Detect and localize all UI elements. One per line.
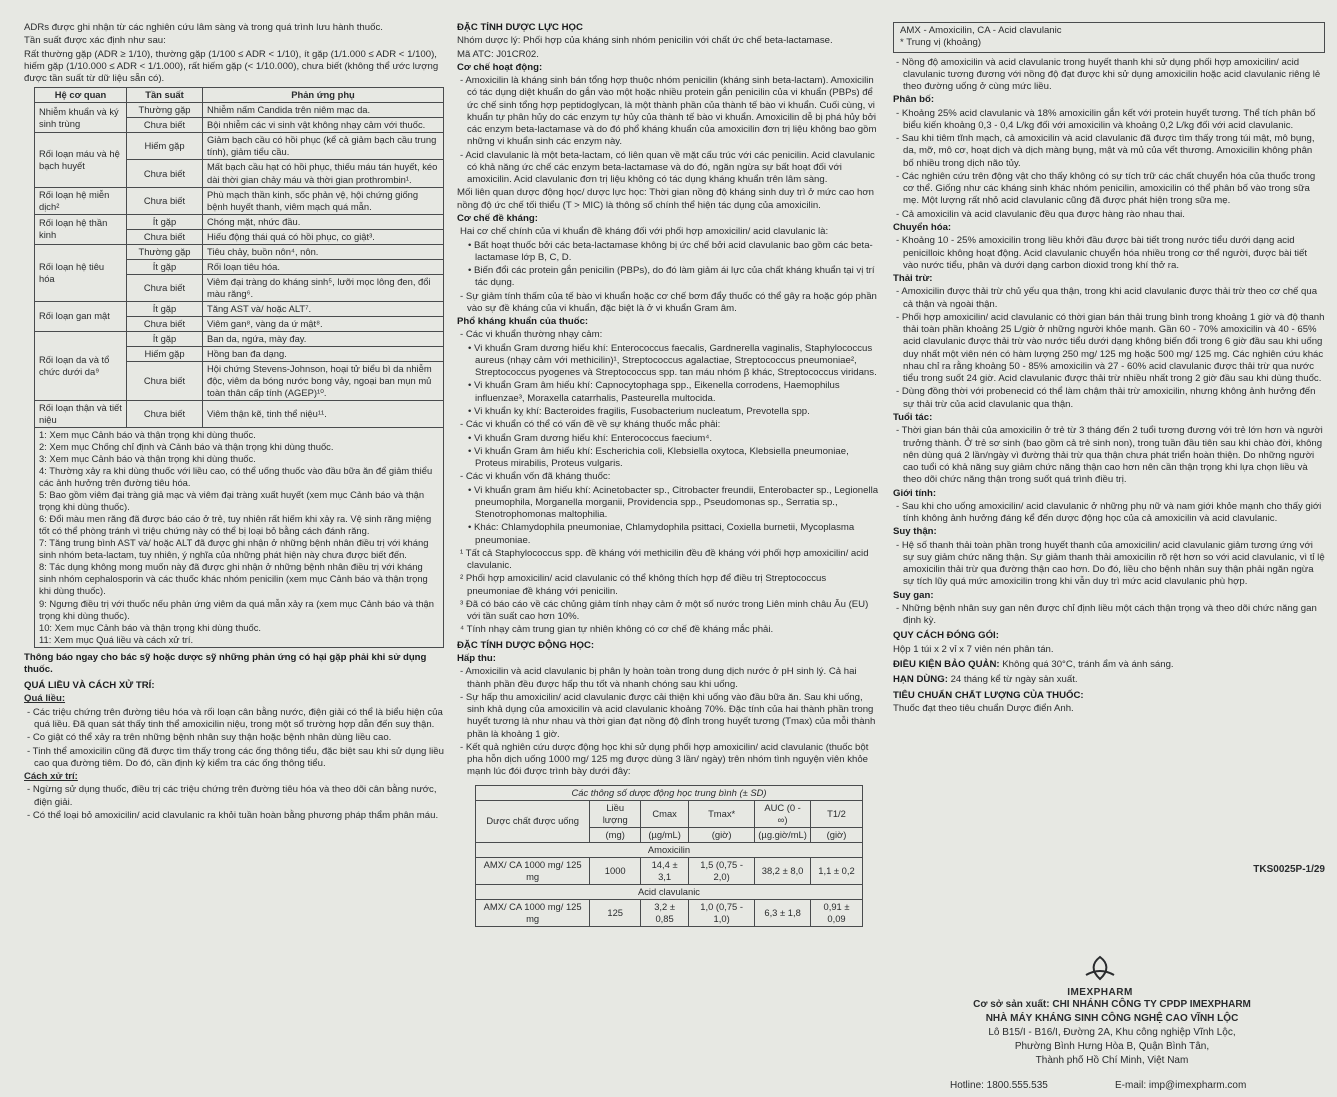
treatment-subtitle: Cách xử trí: [24,771,78,783]
renal-item: - Hệ số thanh thải toàn phần trong huyết thanh của amoxicilin/ acid clavulanic giảm tương ứng với sự suy giảm chức năng thận. Sự giảm thanh thải amoxicilin rõ rệt hơn so với acid clavulanic, vì tỉ lệ amoxicilin thải trừ qua đường thận cao hơn. Do đó, liều cho bệnh nhân suy thận phải ngăn ngừa sự tích lũy quá mức amoxicilin trong khi vẫn duy trì mức acid clavulanic phù hợp. [896,539,1325,588]
freq-cell: Ít gặp [127,214,203,229]
imexpharm-logo [1050,955,1150,1000]
column-middle [457,22,881,1091]
pk-unit: (mg) [590,827,641,842]
organ-cell: Rối loạn hệ tiêu hóa [35,244,127,301]
treatment-item: - Ngừng sử dụng thuốc, điều trị các triệu chứng trên đường tiêu hóa và theo dõi cân bằng nước, điện giải. [27,784,437,808]
reaction-cell: Hồng ban đa dạng. [203,346,444,361]
elimination-title: Thải trừ: [893,273,933,285]
footnotes-cell [35,428,444,648]
col-frequency: Tần suất [127,88,203,103]
spectrum-note: ¹ Tất cả Staphylococcus spp. đề kháng với methicilin đều đề kháng với phối hợp amoxicilin/ acid clavulanic. [460,547,869,572]
pk-data-row [476,857,863,884]
pharmacodynamics-title: ĐẶC TÍNH DƯỢC LỰC HỌC [457,22,583,33]
storage-title: ĐIỀU KIỆN BẢO QUẢN: [893,659,1000,671]
absorption-item: - Amoxicilin và acid clavulanic bị phân ly hoàn toàn trong dung dịch nước ở pH sinh lý. Cả hai thành phần đều được hấp thu tốt và nhanh chóng sau khi uống. [460,666,857,690]
footnote: 1: Xem mục Cảnh báo và thận trọng khi dùng thuốc. [39,429,256,441]
storage-line [893,659,1325,671]
freq-cell: Chưa biết [127,118,203,133]
pk-cell: 1,5 (0,75 - 2,0) [689,857,755,884]
reaction-cell: Chóng mặt, nhức đầu. [203,214,444,229]
table-row [35,133,444,160]
elimination-item: - Phối hợp amoxicilin/ acid clavulanic có thời gian bán thải trung bình trong khoảng 1 giờ và độ thanh thải toàn phần khoảng 25 L/giờ ở những người khỏe mạnh. Gần 60 - 70% amoxicilin và 40 - 65% acid clavulanic được thải trừ vào nước tiểu dưới dạng không biến đổi trong 6 giờ đầu sau khi uống duy nhất một viên nén có hàm lượng 250 mg/ 125 mg hoặc 500 mg/ 125 mg. Các nghiên cứu khác nhau chỉ ra rằng khoảng 50 - 85% amoxicilin và 27 - 60% acid clavulanic được thải trừ qua nước tiểu trong suốt 24 giờ. Acid clavulanic được thải trừ nhiều nhất trong 2 giờ đầu sau khi dùng thuốc. [896,311,1325,385]
absorption-item: - Kết quả nghiên cứu dược động học khi sử dụng phối hợp amoxicilin/ acid clavulanic (thuốc bột pha hỗn dịch uống 1000 mg/ 125 mg được dùng 3 lần/ ngày) trên nhóm tình nguyện viên khỏe mạnh lúc đói được trình bày dưới đây: [460,741,869,778]
organ-cell: Nhiễm khuẩn và ký sinh trùng [35,103,127,133]
pk-cell: 6,3 ± 1,8 [755,899,811,926]
column-left [24,22,444,1091]
expiry-title: HẠN DÙNG: [893,674,948,686]
adr-table [34,87,444,647]
atc-code: Mã ATC: J01CR02. [457,48,539,60]
distribution-item: - Khoảng 25% acid clavulanic và 18% amoxicilin gắn kết với protein huyết tương. Thể tích phân bố biểu kiến khoảng 0,3 - 0,4 L/kg đối với amoxicilin và khoảng 0,2 L/kg đối với acid clavulanic. [896,107,1316,131]
reaction-cell: Mất bạch cầu hạt có hồi phục, thiếu máu tán huyết, kéo dài thời gian chảy máu và thời gian prothrombin¹. [203,160,444,187]
col-organ: Hệ cơ quan [35,88,127,103]
freq-cell: Hiếm gặp [127,346,203,361]
distribution-item: - Sau khi tiêm tĩnh mạch, cả amoxicilin và acid clavulanic đã được tìm thấy trong túi mật, mô bụng, da, mỡ, mô cơ, hoạt dịch và dịch màng bụng, mật và mủ của vết thương. Amoxicilin không phân bố nhiều trong dịch não tủy. [896,133,1315,169]
reaction-cell: Phù mạch thần kinh, sốc phản vệ, hội chứng giống bệnh huyết thanh, viêm mạch quá mẫn. [203,187,444,214]
pk-cell: 1,0 (0,75 - 1,0) [689,899,755,926]
abbreviation-line: * Trung vị (khoảng) [900,37,982,49]
pk-head-cmax: Cmax [641,800,689,827]
freq-cell: Thường gặp [127,244,203,259]
age-title: Tuổi tác: [893,411,933,423]
pkpd-relation: Mối liên quan dược động học/ dược lực học: Thời gian nồng độ kháng sinh duy trì ở mức cao hơn nồng độ ức chế tối thiểu (T > MIC) là thông số chính thể hiện tác dụng của amoxicilin. [457,187,874,211]
pk-head-tmax: Tmax* [689,800,755,827]
reaction-cell: Nhiễm nấm Candida trên niêm mạc da. [203,103,444,118]
reaction-cell: Rối loạn tiêu hóa. [203,259,444,274]
distribution-item: - Cả amoxicilin và acid clavulanic đều qua được hàng rào nhau thai. [896,208,1185,220]
manufacturer-block [912,998,1312,1068]
abbreviation-box [893,22,1325,53]
pk-head-thalf: T1/2 [811,800,863,827]
spectrum-item: • Vi khuẩn Gram dương hiếu khí: Enterococcus faecium⁴. [468,432,712,444]
organ-cell: Rối loạn hệ miễn dịch² [35,187,127,214]
pk-unit: (µg/mL) [641,827,689,842]
freq-cell: Hiếm gặp [127,133,203,160]
table-row [35,187,444,214]
resistance-title: Cơ chế đề kháng: [457,212,538,224]
storage-text: Không quá 30°C, tránh ẩm và ánh sáng. [1002,659,1174,671]
resistance-item: • Biến đổi các protein gắn penicilin (PBPs), do đó làm giảm ái lực của chất kháng khuẩn tại vị trí tác dụng. [468,265,875,289]
freq-cell: Thường gặp [127,103,203,118]
freq-cell: Chưa biết [127,274,203,301]
document-code: TKS0025P-1/29 [1253,864,1325,875]
pk-cell: 38,2 ± 8,0 [755,857,811,884]
notify-text: Thông báo ngay cho bác sỹ hoặc dược sỹ những phản ứng có hại gặp phải khi sử dụng thuốc. [24,651,427,675]
spectrum-note: ³ Đã có báo cáo về các chủng giảm tính nhạy cảm ở một số nước trong Liên minh châu Âu (EU) với tần suất cao hơn 10%. [460,598,869,623]
spectrum-item: • Vi khuẩn Gram âm hiếu khí: Escherichia coli, Klebsiella oxytoca, Klebsiella pneumoniae, Proteus mirabilis, Proteus vulgaris. [468,445,849,470]
pk-head-auc: AUC (0 - ∞) [755,800,811,827]
logo-mark-icon [1082,955,1118,983]
overdose-subtitle: Quá liều: [24,693,66,705]
footnotes-row [35,428,444,648]
resistance-item: • Bất hoạt thuốc bởi các beta-lactamase không bị ức chế bởi acid clavulanic bao gồm các beta-lactamase lớp B, C, D. [468,239,873,263]
reaction-cell: Bội nhiễm các vi sinh vật không nhạy cảm với thuốc. [203,118,444,133]
footnote: 8: Tác dụng không mong muốn này đã được ghi nhận ở những bệnh nhân điều trị với kháng sinh nhóm cephalosporin và các thuốc khác nhóm penicilin (xem mục Cảnh báo và thận trọng khi dùng thuốc). [39,561,428,597]
spectrum-item: • Vi khuẩn gram âm hiếu khí: Acinetobacter sp., Citrobacter freundii, Enterobacter sp., Legionella pneumophila, Morganella morganii, Providencia spp., Pseudomonas sp., Serratia sp., Stenotrophomonas maltophilia. [468,484,879,521]
pk-group: Amoxicilin [476,842,863,857]
table-row [35,331,444,346]
spectrum-note: ² Phối hợp amoxicilin/ acid clavulanic có thể không thích hợp để điều trị Streptococcus pneumoniae đề kháng với penicilin. [460,573,827,597]
freq-cell: Chưa biết [127,316,203,331]
absorption-item: - Sự hấp thu amoxicilin/ acid clavulanic được cải thiện khi uống vào đầu bữa ăn. Sau khi uống, sinh khả dụng của amoxicilin và acid clavulanic khoảng 70%. Đặc tính của hai thành phần trong huyết tương là như nhau và thời gian đạt nồng độ đỉnh trong huyết tương (Tmax) của mỗi thành phần là khoảng 1 giờ. [460,691,876,740]
pk-head-drug: Dược chất được uống [476,800,590,842]
table-row [35,401,444,428]
logo-text: IMEXPHARM [1067,987,1133,999]
pk-cell: 1000 [590,857,641,884]
packaging-text: Hộp 1 túi x 2 vỉ x 7 viên nén phân tán. [893,643,1054,655]
table-row [35,244,444,259]
standard-text: Thuốc đạt theo tiêu chuẩn Dược điển Anh. [893,702,1074,714]
mechanism-item: - Amoxicilin là kháng sinh bán tổng hợp thuộc nhóm penicilin (kháng sinh beta-lactam). Amoxicilin có tác dụng diệt khuẩn do gắn vào một hoặc nhiều protein gắn penicilin của vi khuẩn (PBPs) để ức chế sinh tổng hợp peptidoglycan, là một thành phần của thành tế bào vi khuẩn. Cuối cùng, vi khuẩn tự phân hủy do các enzym tự hủy của thành tế bào vi khuẩn. Amoxicilin dễ bị phá hủy bởi các enzym beta-lactamase và do đó phổ kháng khuẩn của amoxicilin đơn trị liệu không bao gồm những vi khuẩn sinh các enzym này. [460,75,877,148]
footnote: 11: Xem mục Quá liều và cách xử trí. [39,633,194,645]
manufacturer-line: Cơ sở sản xuất: CHI NHÁNH CÔNG TY CPDP IMEXPHARM [973,999,1251,1010]
pk-group-row [476,842,863,857]
pk-unit: (giờ) [689,827,755,842]
footnote: 2: Xem mục Chống chỉ định và Cảnh báo và thận trọng khi dùng thuốc. [39,441,334,453]
freq-cell: Ít gặp [127,259,203,274]
spectrum-item: • Khác: Chlamydophila pneumoniae, Chlamydophila psittaci, Coxiella burnetii, Mycoplasma pneumoniae. [468,522,855,546]
expiry-line [893,674,1325,686]
spectrum-note: ⁴ Tính nhạy cảm trung gian tự nhiên không có cơ chế đề kháng mắc phải. [460,624,774,636]
organ-cell: Rối loạn da và tổ chức dưới da⁹ [35,331,127,400]
metabolism-item: - Khoảng 10 - 25% amoxicilin trong liều khởi đầu được bài tiết trong nước tiểu dưới dạng acid penicilloic không hoạt động. Acid clavulanic chuyển hóa nhiều trong cơ thể người, được bài tiết vào nước tiểu, phân và dưới dạng carbon dioxid trong khí thở ra. [896,235,1307,271]
spectrum-item: - Các vi khuẩn thường nhạy cảm: [460,329,603,341]
age-item: - Thời gian bán thải của amoxicilin ở trẻ từ 3 tháng đến 2 tuổi tương đương với trẻ lớn hơn và người trưởng thành. Ở trẻ sơ sinh (bao gồm cả trẻ sinh non), trong tuần đầu tiên sau khi chào đời, không nên dùng quá 2 lần/ngày vì đường thải trừ qua thận chưa phát triển hoàn thiện. Do những người cao tuổi có khả năng suy giảm chức năng thận cao hơn nên cần thận trọng khi lựa chọn liều và theo dõi chức năng thận trong suốt quá trình điều trị. [896,425,1323,486]
freq-cell: Chưa biết [127,160,203,187]
pk-table [475,785,863,927]
reaction-cell: Hiếu động thái quá có hồi phục, co giật³. [203,229,444,244]
adr-intro-1: ADRs được ghi nhận từ các nghiên cứu lâm sàng và trong quá trình lưu hành thuốc. [24,22,383,33]
footnote: 7: Tăng trung bình AST và/ hoặc ALT đã được ghi nhận ở những bệnh nhân điều trị với kháng sinh nhóm beta-lactam, tuy nhiên, ý nghĩa của những phát hiện này chưa được biết đến. [39,537,429,561]
reaction-cell: Viêm đại tràng do kháng sinh⁵, lưỡi mọc lông đen, đổi màu răng⁶. [203,274,444,301]
footnote: 6: Đổi màu men răng đã được báo cáo ở trẻ, tuy nhiên rất hiếm khi xảy ra. Vệ sinh răng miệng tốt có thể phòng tránh vì triệu chứng này có thể bị loại bỏ bằng cách đánh răng. [39,513,432,537]
pk-cell: 125 [590,899,641,926]
spectrum-item: - Các vi khuẩn vốn đã kháng thuốc: [460,471,611,483]
elimination-item: - Amoxicilin được thải trừ chủ yếu qua thận, trong khi acid clavulanic được thải trừ theo cơ chế qua cả thận và ngoài thận. [896,286,1318,310]
mechanism-title: Cơ chế hoạt động: [457,61,543,73]
renal-title: Suy thận: [893,526,937,538]
address-line: Phường Bình Hưng Hòa B, Quận Bình Tân, [1014,1041,1210,1052]
standard-title: TIÊU CHUẨN CHẤT LƯỢNG CỦA THUỐC: [893,689,1084,701]
spectrum-title: Phổ kháng khuẩn của thuốc: [457,316,589,328]
pk-caption-row [476,785,863,800]
organ-cell: Rối loạn gan mật [35,301,127,331]
overdose-item: - Tinh thể amoxicilin cũng đã được tìm thấy trong các ống thông tiểu, đặc biệt sau khi sử dụng liều cao qua đường tiêm. Do đó, cần định kỳ kiểm tra các ống thông tiểu. [27,745,444,769]
footnote: 3: Xem mục Cảnh báo và thận trọng khi dùng thuốc. [39,453,256,465]
col-reaction: Phản ứng phụ [203,88,444,103]
pk-cell: AMX/ CA 1000 mg/ 125 mg [476,899,590,926]
pk-unit: (giờ) [811,827,863,842]
table-row [35,301,444,316]
overdose-item: - Co giật có thể xảy ra trên những bệnh nhân suy thận hoặc bệnh nhân dùng liều cao. [27,732,392,744]
organ-cell: Rối loạn máu và hệ bạch huyết [35,133,127,187]
resistance-item: Hai cơ chế chính của vi khuẩn đề kháng đối với phối hợp amoxicilin/ acid clavulanic là: [460,226,829,238]
pk-head-dose: Liều lượng [590,800,641,827]
address-line: Lô B15/I - B16/I, Đường 2A, Khu công nghiệp Vĩnh Lộc, [988,1027,1236,1038]
organ-cell: Rối loạn thận và tiết niệu [35,401,127,428]
organ-cell: Rối loạn hệ thần kinh [35,214,127,244]
pk-caption: Các thông số dược động học trung bình (± SD) [476,785,863,800]
resistance-item: - Sự giảm tính thấm của tế bào vi khuẩn hoặc cơ chế bơm đẩy thuốc có thể gây ra hoặc góp phần vào sự đề kháng của vi khuẩn, đặc biệt là ở vi khuẩn Gram âm. [460,290,877,314]
freq-cell: Chưa biết [127,361,203,400]
reaction-cell: Hội chứng Stevens-Johnson, hoại tử biểu bì da nhiễm độc, viêm da bóng nước bong vảy, ngoại ban mụn mủ toàn thân cấp tính (AGEP)¹⁰. [203,361,444,400]
abbreviation-line: AMX - Amoxicilin, CA - Acid clavulanic [900,25,1062,36]
reaction-cell: Tăng AST và/ hoặc ALT⁷. [203,301,444,316]
absorption-title: Hấp thu: [457,653,496,665]
spectrum-item: • Vi khuẩn kỵ khí: Bacteroides fragilis, Fusobacterium nucleatum, Prevotella spp. [468,405,810,417]
pharmacologic-group: Nhóm dược lý: Phối hợp của kháng sinh nhóm penicilin với chất ức chế beta-lactamase. [457,35,833,47]
pk-cell: AMX/ CA 1000 mg/ 125 mg [476,857,590,884]
treatment-item: - Có thể loại bỏ amoxicilin/ acid clavulanic ra khỏi tuần hoàn bằng phương pháp thẩm phân máu. [27,809,439,821]
reaction-cell: Ban da, ngứa, mày đay. [203,331,444,346]
pk-cell: 1,1 ± 0,2 [811,857,863,884]
address-line: Thành phố Hồ Chí Minh, Việt Nam [1035,1055,1189,1066]
reaction-cell: Giảm bạch cầu có hồi phục (kể cả giảm bạch cầu trung tính), giảm tiểu cầu. [203,133,444,160]
footnote: 5: Bao gồm viêm đại tràng giả mạc và viêm đại tràng xuất huyết (xem mục Cảnh báo và thận trọng khi dùng thuốc). [39,489,425,513]
concentration-note: - Nồng độ amoxicilin và acid clavulanic trong huyết thanh khi sử dụng phối hợp amoxicilin/ acid clavulanic tương đương với nồng độ đạt được khi sử dụng amoxicilin hoặc acid clavulanic riêng lẻ theo đường uống ở cùng mức liều. [896,56,1321,93]
pk-unit: (µg.giờ/mL) [755,827,811,842]
freq-cell: Chưa biết [127,187,203,214]
hepatic-title: Suy gan: [893,589,934,601]
adr-intro-3: Rất thường gặp (ADR ≥ 1/10), thường gặp (1/100 ≤ ADR < 1/10), ít gặp (1/1.000 ≤ ADR < 1/100), hiếm gặp (1/10.000 ≤ ADR < 1/1.000), rất hiếm gặp (< 1/10.000), chưa biết (không thể ước lượng được tần suất từ dữ liệu sẵn có). [24,48,439,85]
pk-header-row [476,800,863,827]
pk-group-row [476,884,863,899]
mechanism-item: - Acid clavulanic là một beta-lactam, có liên quan về mặt cấu trúc với các penicilin. Acid clavulanic có khả năng ức chế các enzym beta-lactamase và do đó, ngăn ngừa sự bất hoạt đối với amoxicilin. Acid clavulanic đơn trị liệu không có tác dụng kháng khuẩn trên lâm sàng. [460,149,875,186]
sex-title: Giới tính: [893,487,937,499]
footnote: 4: Thường xảy ra khi dùng thuốc với liều cao, có thể uống thuốc vào đầu bữa ăn để giảm thiểu các ảnh hưởng trên đường tiêu hóa. [39,465,433,489]
spectrum-item: • Vi khuẩn Gram âm hiếu khí: Capnocytophaga spp., Eikenella corrodens, Haemophilus influenzae³, Moraxella catarrhalis, Pasteurella multocida. [468,380,840,404]
sex-item: - Sau khi cho uống amoxicilin/ acid clavulanic ở những phụ nữ và nam giới khỏe mạnh cho thấy giới tính không ảnh hưởng đáng kể đến dược động học của cả amoxicilin và acid clavulanic. [896,500,1322,525]
pharmacokinetics-title: ĐẶC TÍNH DƯỢC ĐỘNG HỌC: [457,639,595,651]
table-row [35,214,444,229]
hepatic-item: - Những bệnh nhân suy gan nên được chỉ định liều một cách thận trọng và theo dõi chức năng gan định kỳ. [896,602,1317,627]
footnote: 9: Ngưng điều trị với thuốc nếu phản ứng viêm da quá mẫn xảy ra (xem mục Cảnh báo và thận trọng khi dùng thuốc). [39,597,434,621]
pk-group: Acid clavulanic [476,884,863,899]
reaction-cell: Tiêu chảy, buồn nôn⁴, nôn. [203,244,444,259]
distribution-title: Phân bố: [893,94,935,106]
packaging-title: QUY CÁCH ĐÓNG GÓI: [893,630,999,642]
freq-cell: Chưa biết [127,229,203,244]
pk-cell: 14,4 ± 3,1 [641,857,689,884]
adr-intro-2: Tần suất được xác định như sau: [24,35,166,47]
freq-cell: Ít gặp [127,331,203,346]
pk-cell: 3,2 ± 0,85 [641,899,689,926]
manufacturer-line: NHÀ MÁY KHÁNG SINH CÔNG NGHỆ CAO VĨNH LỘC [985,1013,1239,1024]
distribution-item: - Các nghiên cứu trên động vật cho thấy không có sự tích trữ các chất chuyển hóa của thuốc trong cơ thể. Giống như các kháng sinh khác nhóm penicilin, amoxicilin có thể phân bố vào trong sữa mẹ. Một lượng rất nhỏ acid clavulanic cũng đã được phát hiện trong sữa mẹ. [896,170,1316,207]
elimination-item: - Dùng đồng thời với probenecid có thể làm chậm thải trừ amoxicilin, nhưng không ảnh hưởng đến sự thải trừ của acid clavulanic qua thận. [896,386,1316,410]
expiry-text: 24 tháng kể từ ngày sản xuất. [950,674,1078,686]
overdose-title: QUÁ LIỀU VÀ CÁCH XỬ TRÍ: [24,680,155,692]
freq-cell: Chưa biết [127,401,203,428]
adr-header-row [35,88,444,103]
reaction-cell: Viêm gan⁸, vàng da ứ mật⁸. [203,316,444,331]
pk-data-row [476,899,863,926]
hotline: Hotline: 1800.555.535 [950,1080,1048,1091]
overdose-item: - Các triệu chứng trên đường tiêu hóa và rối loạn cân bằng nước, điện giải có thể là biểu hiện của quá liều. Đã quan sát thấy tinh thể amoxicilin niệu, trong một số trường hợp dẫn đến suy thận. [27,706,443,730]
footnote: 10: Xem mục Cảnh báo và thận trọng khi dùng thuốc. [39,621,262,633]
spectrum-item: - Các vi khuẩn có thể có vấn đề về sự kháng thuốc mắc phải: [460,419,721,431]
metabolism-title: Chuyển hóa: [893,221,952,233]
spectrum-item: • Vi khuẩn Gram dương hiếu khí: Enterococcus faecalis, Gardnerella vaginalis, Staphylococcus aureus (nhạy cảm với methicilin)¹, Streptococcus agalactiae, Streptococcus pneumoniae², Streptococcus pyogenes và Streptococcus spp. tan máu nhóm β khác, Streptococcus viridans. [468,342,877,379]
email: E-mail: imp@imexpharm.com [1115,1080,1247,1091]
reaction-cell: Viêm thận kẽ, tinh thể niệu¹¹. [203,401,444,428]
table-row [35,103,444,118]
column-right [893,22,1325,847]
pk-cell: 0,91 ± 0,09 [811,899,863,926]
freq-cell: Ít gặp [127,301,203,316]
